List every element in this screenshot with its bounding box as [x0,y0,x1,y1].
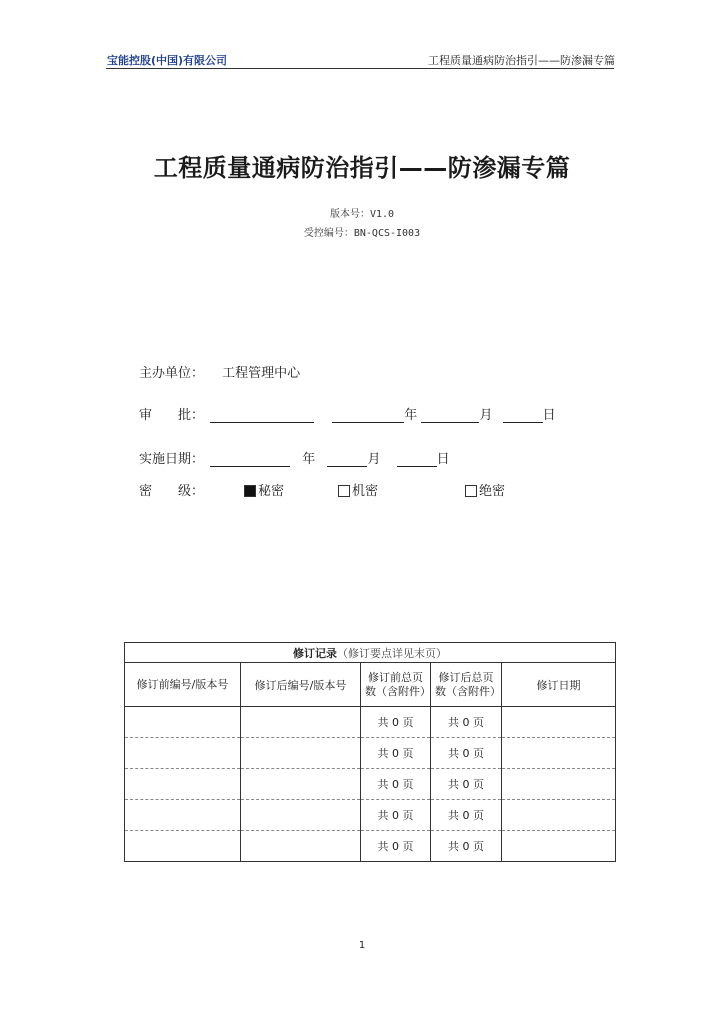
table-cell: 共 0 页 [361,738,431,769]
implementation-day-label: 日 [436,452,450,467]
table-cell [502,738,616,769]
secrecy-option-secret-label: 秘密 [258,484,285,499]
table-caption-row [125,643,616,663]
approval-year-line[interactable] [332,408,404,423]
table-cell [125,707,241,738]
implementation-year-label: 年 [302,452,316,467]
table-row [125,831,616,862]
implementation-day-line[interactable] [397,452,437,467]
secrecy-option-secret[interactable] [244,480,284,499]
secrecy-option-confidential-label: 机密 [352,484,379,499]
implementation-year-line[interactable] [210,452,290,467]
secrecy-level-label: 密 级： [139,484,205,499]
host-unit-row [139,362,300,381]
table-cell [241,738,361,769]
table-cell [502,800,616,831]
table-caption [125,643,616,663]
table-cell [241,831,361,862]
implementation-month-label: 月 [367,452,381,467]
checked-box-icon [244,485,256,497]
table-cell [502,707,616,738]
table-cell: 共 0 页 [361,769,431,800]
revision-record-table [124,642,616,862]
table-cell: 共 0 页 [361,831,431,862]
host-unit-value: 工程管理中心 [222,366,301,381]
page-number: 1 [358,940,366,951]
table-caption-note: （修订要点详见末页） [337,646,447,660]
empty-checkbox-icon [465,485,477,497]
table-cell [241,800,361,831]
approval-month-line[interactable] [421,408,479,423]
header-divider [106,68,614,69]
header-pre-revision-pages: 修订前总页数（含附件） [361,663,431,707]
empty-checkbox-icon [338,485,350,497]
table-cell: 共 0 页 [431,831,502,862]
table-row [125,800,616,831]
approval-year-label: 年 [404,408,418,423]
approval-day-label: 日 [542,408,556,423]
table-cell: 共 0 页 [431,738,502,769]
table-cell [125,738,241,769]
implementation-date-row [139,448,450,467]
approval-signature-line[interactable] [210,408,314,423]
approval-month-label: 月 [479,408,493,423]
table-caption-title: 修订记录 [293,646,337,660]
table-cell: 共 0 页 [431,800,502,831]
table-cell: 共 0 页 [431,707,502,738]
table-cell [125,831,241,862]
approval-label: 审 批： [139,408,205,423]
header-doc-title: 工程质量通病防治指引——防渗漏专篇 [428,54,615,67]
table-cell: 共 0 页 [431,769,502,800]
table-row [125,738,616,769]
table-row [125,707,616,738]
table-cell: 共 0 页 [361,800,431,831]
table-cell [502,769,616,800]
secrecy-option-top-secret[interactable] [465,480,505,499]
host-unit-label: 主办单位： [139,366,205,381]
table-row [125,769,616,800]
table-cell [125,769,241,800]
approval-day-line[interactable] [503,408,543,423]
header-revision-date: 修订日期 [502,663,616,707]
header-pre-revision-no: 修订前编号/版本号 [125,663,241,707]
control-number: 受控编号：BN-QCS-I003 [303,228,421,239]
document-title: 工程质量通病防治指引——防渗漏专篇 [153,154,571,182]
table-cell [241,707,361,738]
approval-row [139,404,556,423]
secrecy-level-row [139,480,204,499]
table-cell [502,831,616,862]
implementation-month-line[interactable] [327,452,367,467]
implementation-date-label: 实施日期： [139,452,205,467]
secrecy-option-confidential[interactable] [338,480,378,499]
version-number: 版本号：V1.0 [329,209,395,220]
header-post-revision-no: 修订后编号/版本号 [241,663,361,707]
company-name: 宝能控股(中国)有限公司 [107,54,228,67]
table-header-row [125,663,616,707]
secrecy-option-top-secret-label: 绝密 [479,484,506,499]
header-post-revision-pages: 修订后总页数（含附件） [431,663,502,707]
table-cell [125,800,241,831]
table-cell [241,769,361,800]
table-cell: 共 0 页 [361,707,431,738]
